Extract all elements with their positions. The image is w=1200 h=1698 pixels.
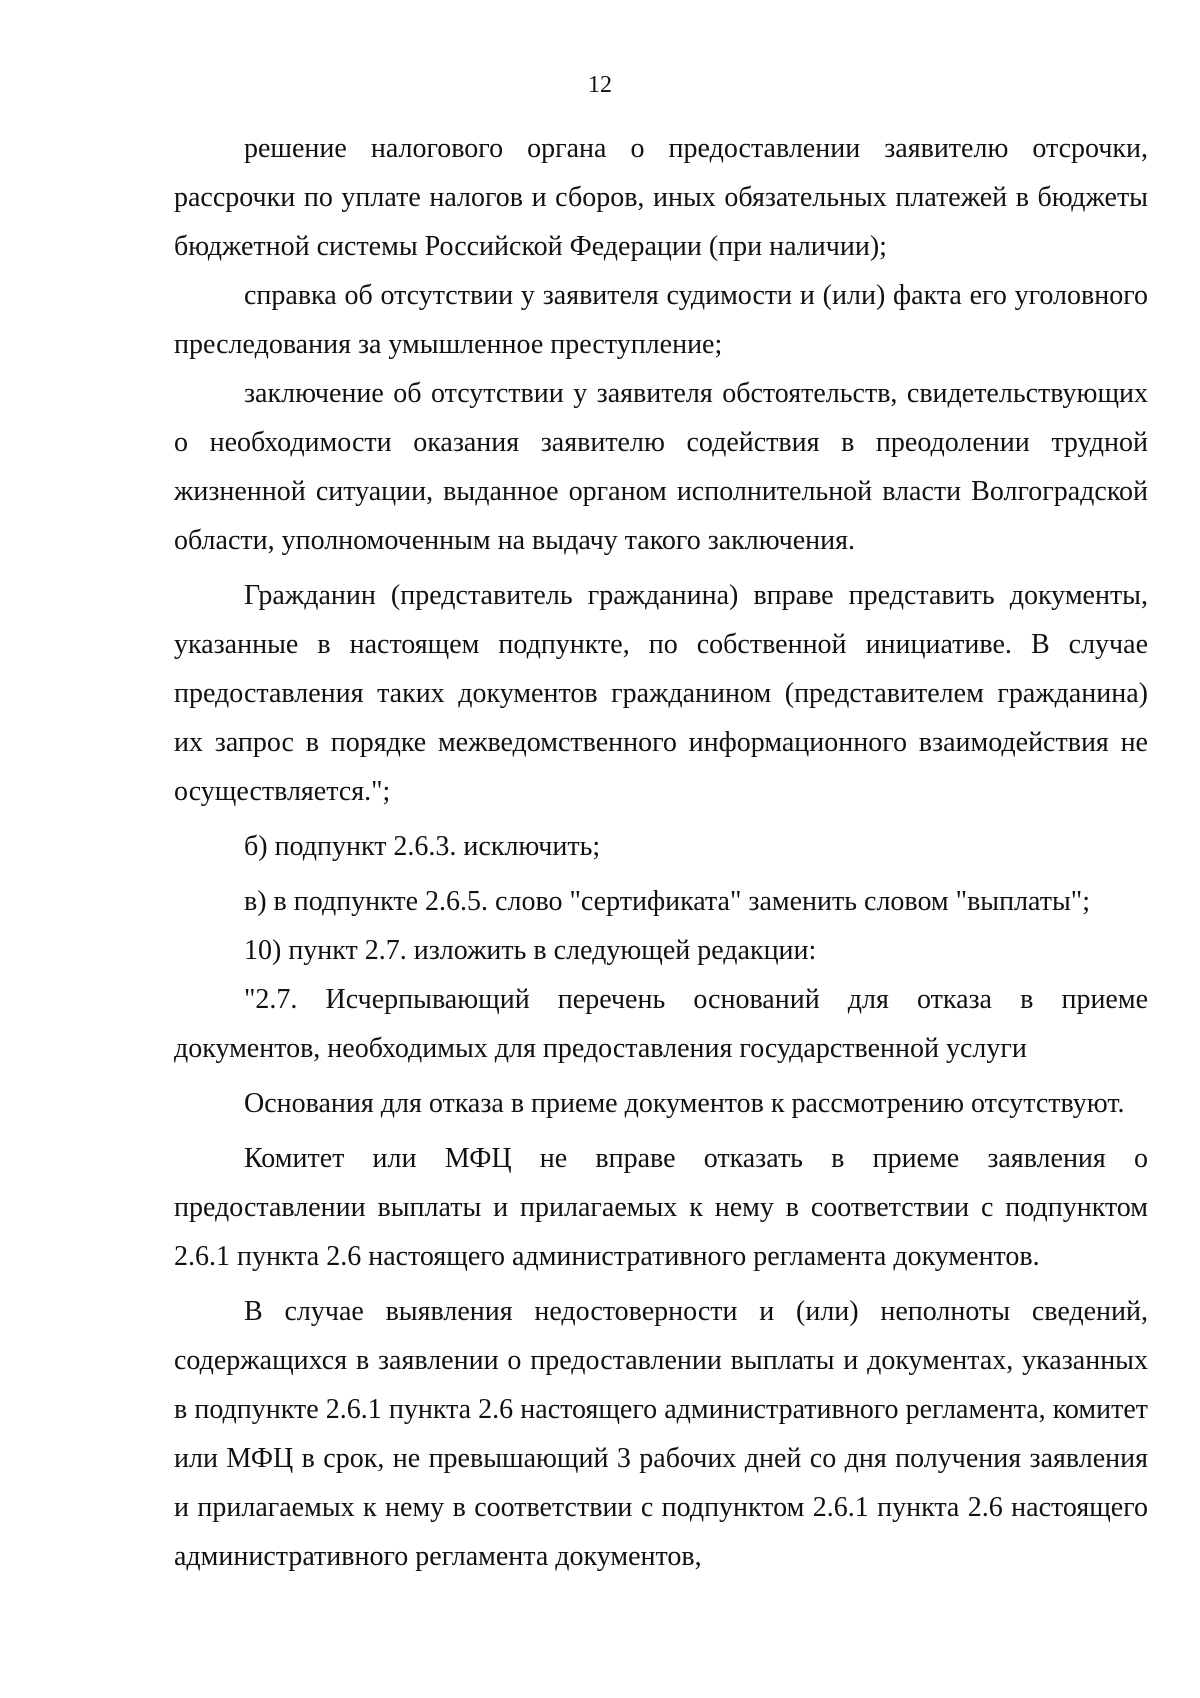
paragraph-section-2-7: "2.7. Исчерпывающий перечень оснований для отказа в приеме документов, необходимых для предоставления государственной услуги bbox=[174, 984, 1148, 1064]
paragraph-conclusion: заключение об отсутствии у заявителя обстоятельств, свидетельствующих о необходимости оказания заявителю содействия в преодолении трудной жизненной ситуации, выданное органом исполнительной власти Волгоградской области, уполномоченным на выдачу такого заключения. bbox=[174, 378, 1148, 556]
paragraph-committee: Комитет или МФЦ не вправе отказать в приеме заявления о предоставлении выплаты и прилагаемых к нему в соответствии с подпунктом 2.6.1 пункта 2.6 настоящего административного регламента документов. bbox=[174, 1143, 1148, 1272]
page-number: 12 bbox=[588, 72, 612, 98]
paragraph-no-grounds: Основания для отказа в приеме документов к рассмотрению отсутствуют. bbox=[244, 1088, 1125, 1119]
paragraph-item-v: в) в подпункте 2.6.5. слово "сертификата" заменить словом "выплаты"; bbox=[244, 886, 1091, 917]
paragraph-tax-decision: решение налогового органа о предоставлении заявителю отсрочки, рассрочки по уплате налогов и сборов, иных обязательных платежей в бюджеты бюджетной системы Российской Федерации (при наличии); bbox=[174, 133, 1148, 262]
paragraph-item-10: 10) пункт 2.7. изложить в следующей редакции: bbox=[244, 935, 817, 966]
document-body bbox=[174, 124, 1148, 1581]
paragraph-criminal-record: справка об отсутствии у заявителя судимости и (или) факта его уголовного преследования за умышленное преступление; bbox=[174, 280, 1148, 360]
paragraph-citizen-right: Гражданин (представитель гражданина) вправе представить документы, указанные в настоящем подпункте, по собственной инициативе. В случае предоставления таких документов гражданином (представителем гражданина) их запрос в порядке межведомственного информационного взаимодействия не осуществляется."; bbox=[174, 580, 1148, 807]
paragraph-item-b: б) подпункт 2.6.3. исключить; bbox=[244, 831, 601, 862]
paragraph-inaccuracy: В случае выявления недостоверности и (или) неполноты сведений, содержащихся в заявлении о предоставлении выплаты и документах, указанных в подпункте 2.6.1 пункта 2.6 настоящего административного регламента, комитет или МФЦ в срок, не превышающий 3 рабочих дней со дня получения заявления и прилагаемых к нему в соответствии с подпунктом 2.6.1 пункта 2.6 настоящего административного регламента документов, bbox=[174, 1296, 1148, 1572]
